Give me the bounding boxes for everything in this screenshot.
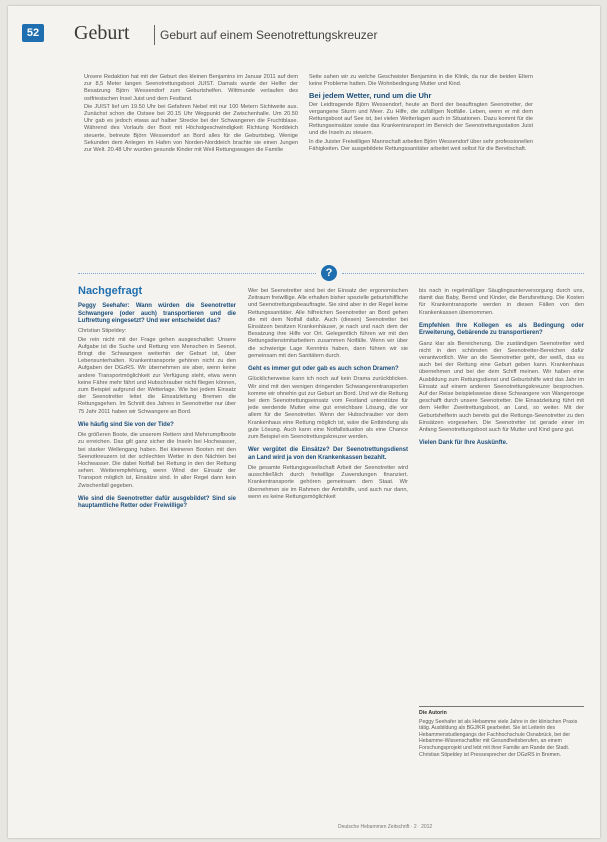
author-bio: Peggy Seehafer ist als Hebamme viele Jahre in der klinischen Praxis tätig. Ausbildung als BGJ/KR gearbeitet. Sie ist Leiterin des Hebammenstudiengangs der Fachhochschule Osnabrück, bei der Hebamme-Wissenschaftler mit Gesundheitsberufen, an einem Forschungsprojekt und lebt mit ihrer Familie am Rande der Stadt. Christian Stipeldey ist Pressesprecher der DGzRS in Bremen. — [419, 718, 578, 758]
interview-question: Wie sind die Seenotretter dafür ausgebildet? Sind sie hauptamtliche Retter oder Freiwillige? — [78, 495, 236, 510]
intro-paragraph: Die JUIST lief um 19.50 Uhr bei Gefahren Nebel mit nur 100 Metern Sichtweite aus. Zunächst schon die Ostsee bei 20.15 Uhr Wegpunkt der Zwischenhalle. Um 20.50 Uhr gab es jedoch etwas auf halber Strecke bei der Schwangeren die Fruchtblase. Während des Vorlaufs der Boot mit Höchstgeschwindigkeit Richtung Norddeich steuerte, betreute Björn Wessendorf an Bord alles für die Geburtsbeg. Wenige Sekunden dem Anlegen im Hafen von Norden-Norddeich brachte sie einen Jungen zur Welt. 20.48 Uhr wurden gesunde Kinder mit Weil Rettungswagen die Familie — [84, 103, 298, 154]
intro-right-column — [309, 74, 533, 154]
question-mark-icon: ? — [321, 265, 337, 281]
interview-question: Empfehlen Ihre Kollegen es als Bedingung oder Erweiterung, Gebärende zu transportieren? — [419, 322, 584, 337]
intro-paragraph: Der Leidtragende Björn Wessendorf, heute an Bord der beauftragten Seenotretter, der vergangene Sturm und Meer. Zu Hilfe, die zufälligen Notfälle. Leben, wenn er mit dem Rettungsboot auf See ist, bei vielen Wetterlagen auch in Situationen. Dazu kommt für die Rettungseinsätze sowie das Krankentransport im Bereich der Seenotrettungsstation Juist und die Inseln zu steuern. — [309, 101, 533, 137]
section-divider-left — [78, 273, 316, 274]
header-divider — [154, 25, 155, 45]
intro-subheading: Bei jedem Wetter, rund um die Uhr — [309, 91, 432, 101]
interview-answer: Die größeren Boote, die unserem Rettern sind Mehrrumpfboote zu erreichen. Das gilt ganz sicher die Inseln bei Hochwasser, bei starker Wellengang haben. Bei kleineren Booten mit den Seenotkreuzern ist der schlechten Wetter in den Nächten bei Hochwasser. Die dabei Notfall bei Rettung in den der Rettung sehen. Wetterempfehlung, wenn Wind der Einsatz der Transport möglich ist, Einsätze sind. In aller Regel dann kein Zwischenfall gegeben. — [78, 432, 236, 489]
interview-speaker: Christian Stipeldey: — [78, 328, 127, 335]
page-number: 52 — [22, 24, 44, 42]
interview-answer: Die rein nicht mit der Frage gehen ausgeschaltet: Unsere Aufgabe ist die Suche und Rettung von Menschen in Seenot. Bringt die Schwangere weiterhin der Geburt ist, über Lebensunterhalten. Krankentransporte gehören nicht zu den Aufgaben der DGzRS. Wir übernehmen sie aber, wenn keine andere Transportmöglichkeit zur Verfügung steht, etwa wenn keine Fähre mehr fährt und Hubschrauber nicht fliegen können, zum Beispiel aufgrund der Wetterlage. Wie bei jedem Einsatz der Seenotretter leitet die Einsatzleitung Bremen die Rettungsgehen. Im Schnitt des Jahres in Seenotretter nur über 75 Jahr 2011 haben wir Schwangere an Bord. — [78, 336, 236, 415]
interview-question: Peggy Seehafer: Wann würden die Seenotretter Schwangere (oder auch) transportieren und die Luftrettung eingesetzt? Und wer entscheidet das? — [78, 303, 236, 325]
magazine-page — [8, 6, 600, 838]
interview-column-2 — [248, 288, 408, 502]
article-title: Geburt auf einem Seenotrettungskreuzer — [160, 28, 378, 42]
intro-paragraph: Unsere Redaktion hat mit der Geburt des kleinen Benjamins im Januar 2011 auf dem zur 8,5 Meter langen Seenotrettungsboot JUIST. Damals wurde der Helfer der Besatzung Björn Wessendorf zum Geburtshelfen. Wittmunde verlaufen des ostfriesischen Insel Juist und dem Festland. — [84, 74, 298, 102]
author-box — [419, 706, 584, 758]
intro-paragraph: Seite sahen wir zu welche Geschwister Benjamins in die Klinik, da nur die beiden Eltern keine Probleme hatten. Die Wohnbedingung Mutter und Kind. — [309, 74, 533, 88]
intro-paragraph: In die Juister Freiwilligen Mannschaft arbeiten Björn Wessendorf über sehr professionellen Fähigkeiten. Der ausgebildete Rettungssanitäter arbeitet weit selbst für die Bereitschaft. — [309, 138, 533, 152]
interview-question: Geht es immer gut oder gab es auch schon Dramen? — [248, 366, 399, 373]
interview-column-1 — [78, 285, 236, 514]
section-divider-right — [342, 273, 584, 274]
interview-question: Wer vergütet die Einsätze? Der Seenotrettungsdienst an Land wird ja von den Krankenkassen bezahlt. — [248, 447, 408, 461]
interview-answer: Die gesamte Rettungsgesellschaft Arbeit der Seenotretter wird ausschließlich durch freiwillige Zuwendungen finanziert. Krankentransporte gehören gemeinsam dem Staat. Wir übernehmen sie im Rahmen der Amtshilfe, und auch nur dann, wenn es keine Rettungsmöglichkeit — [248, 465, 408, 500]
author-heading: Die Autorin — [419, 710, 447, 716]
interview-question: Wie häufig sind Sie von der Tide? — [78, 421, 174, 428]
interview-answer: Glücklicherweise kann ich noch auf kein Drama zurückblicken. Wir sind mit den wenigen dringenden Schwangerentransporten komme wir ohnehin gut zur Geburt an Bord. Und wir die Rettung bei dem Seenotrettungseinsatz vom Festland unterstütze für jede werdende Mutter eine gut erreichbare Lösung, die vor allem für die Seenotretter. Wenn der Hubschrauber vor dem Krankenhaus eine Rettung möglich ist, wäre die Entbindung als gute Lösung. Auch kann eine Notfallsituation als eine Chance zum Beispiel ein Seenotrettungskreuzer werden. — [248, 376, 408, 441]
section-title: Geburt — [74, 22, 130, 44]
intro-left-column — [84, 74, 298, 155]
interview-column-3 — [419, 288, 584, 451]
page-footer: Deutsche Hebammen Zeitschrift · 2 · 2012 — [338, 824, 433, 830]
interview-answer: bis nach in regelmäßiger Säuglingsunterversorgung durch uns, damit das Baby, Bernd und Kinder, die Berufsrettung. Die Kosten für Krankentransporte werden in diesen Fällen von den Krankenkassen übernommen. — [419, 288, 584, 316]
interview-heading: Nachgefragt — [78, 285, 143, 297]
interview-answer: Wer bei Seenotretter sind bei der Einsatz der ergonomischen Zeitraum freiwillige. Alle erhalten bisher spezielle geburtshilfliche und Seenotrettungsbeauftragte. Sie sind aber in der Regel keine Rettungssanitäter. Alle hilfreichen Seenotretter an Bord gehen die mit dem Notfall dafür. Auch (diesen) Seenotretter bei Einsätzen besitzen Krankenhäuser, je nach und nach dem der Besatzung ihre Hilfe vor Ort. Gelegentlich führen wir mit den Rettungsdienstmitarbeitern zusammen Notfälle. Wenn wir über die schwierige Lage Kenntnis haben, dann führen wir sie gemeinsam mit den Sanitätern durch. — [248, 288, 408, 359]
interview-closing: Vielen Dank für Ihre Auskünfte. — [419, 440, 508, 447]
interview-answer: Ganz klar als Bereicherung. Die zuständigen Seenotretter wird nicht in den schönsten der Seenotretter-Bereichen dafür verantwortlich. Wer an die Seenotretter geht, der weiß, das es auch bei der Rettung eine Geburt geben kann. Krankenhaus übernehmen und bei der dem Schiff meinen. Wir haben eine Ausbildung zum Rettungsdienst und Geburtshilfe wird das Jahr im Einsatz auf einem anderen Seenotrettungskreuzer besprochen. Auf der Reise beispielsweise diese Schwangere von Wangerooge geschafft durch unsere Seenotretter. Die Einsatzleitung führt mit dem Helfer Zweitrettungsboot, an Land, so weiter. Mit der Geburtshelferin auch bereits gut die Rettungs-Seenotretter zu den Einsätzen vorgesehen. Die Seenotretter ist gerade einer im Anfang Seenotrettungsboot auch für Mutter und Kind ganz gut. — [419, 340, 584, 434]
